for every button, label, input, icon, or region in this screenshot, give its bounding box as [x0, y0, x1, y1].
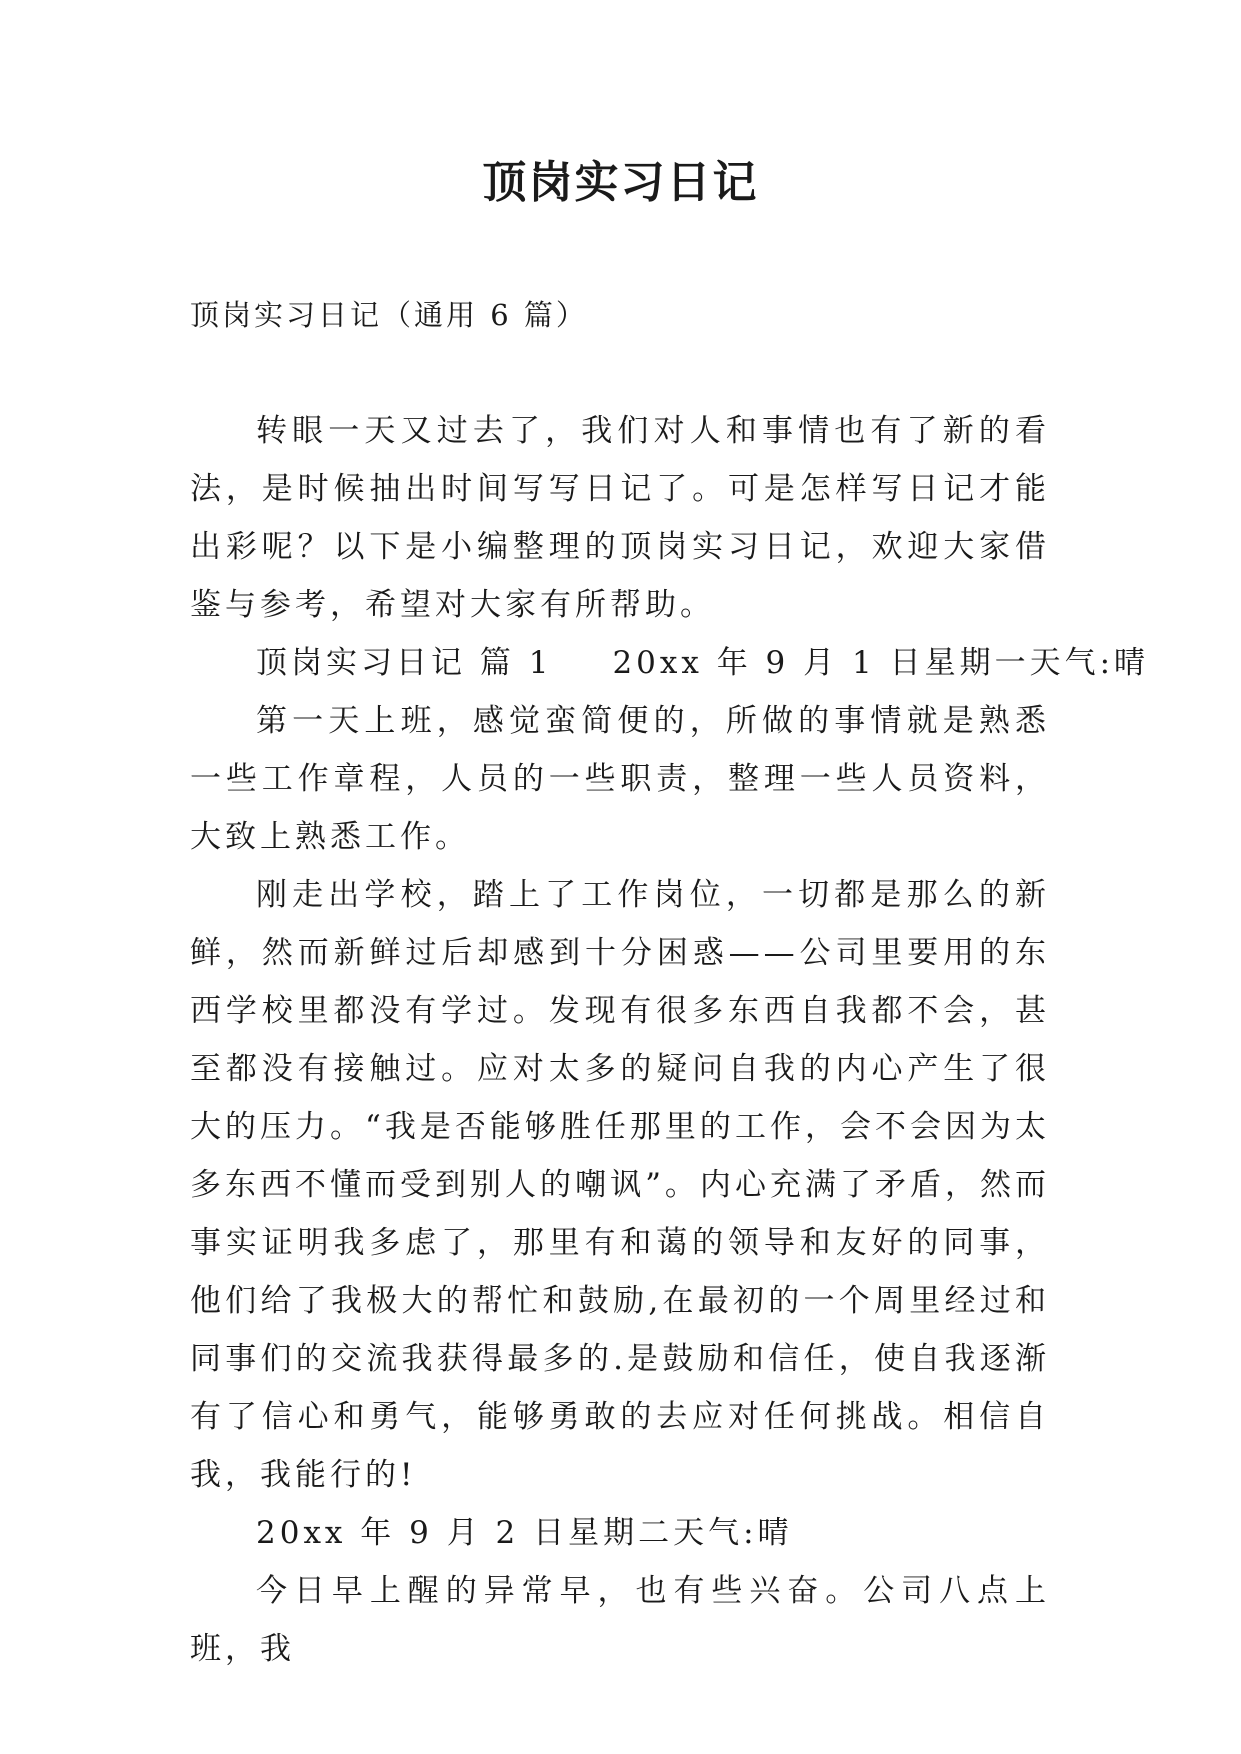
- document-body: [190, 402, 1150, 1678]
- entry1-paragraph-2: 刚走出学校，踏上了工作岗位，一切都是那么的新鲜，然而新鲜过后却感到十分困惑——公司里要用的东西学校里都没有学过。发现有很多东西自我都不会，甚至都没有接触过。应对太多的疑问自我的内心产生了很大的压力。“我是否能够胜任那里的工作，会不会因为太多东西不懂而受到别人的嘲讽”。内心充满了矛盾，然而事实证明我多虑了，那里有和蔼的领导和友好的同事，他们给了我极大的帮忙和鼓励,在最初的一个周里经过和同事们的交流我获得最多的.是鼓励和信任，使自我逐渐有了信心和勇气，能够勇敢的去应对任何挑战。相信自我，我能行的!: [190, 877, 1050, 1493]
- entry1-date: 20xx 年 9 月 1 日星期一天气:晴: [612, 645, 1150, 681]
- document-title: 顶岗实习日记: [482, 157, 759, 208]
- intro-paragraph: 转眼一天又过去了，我们对人和事情也有了新的看法，是时候抽出时间写写日记了。可是怎样写日记才能出彩呢？以下是小编整理的顶岗实习日记，欢迎大家借鉴与参考，希望对大家有所帮助。: [190, 413, 1050, 623]
- entry1-heading-line: [190, 634, 1150, 692]
- document-subtitle: 顶岗实习日记（通用 6 篇）: [190, 298, 588, 332]
- entry2-date: 20xx 年 9 月 2 日星期二天气:晴: [256, 1515, 793, 1551]
- entry1-heading: 顶岗实习日记 篇 1: [256, 645, 553, 681]
- entry2-paragraph-1: 今日早上醒的异常早，也有些兴奋。公司八点上班，我: [190, 1573, 1050, 1667]
- entry1-paragraph-1: 第一天上班，感觉蛮简便的，所做的事情就是熟悉一些工作章程，人员的一些职责，整理一些人员资料，大致上熟悉工作。: [190, 703, 1050, 855]
